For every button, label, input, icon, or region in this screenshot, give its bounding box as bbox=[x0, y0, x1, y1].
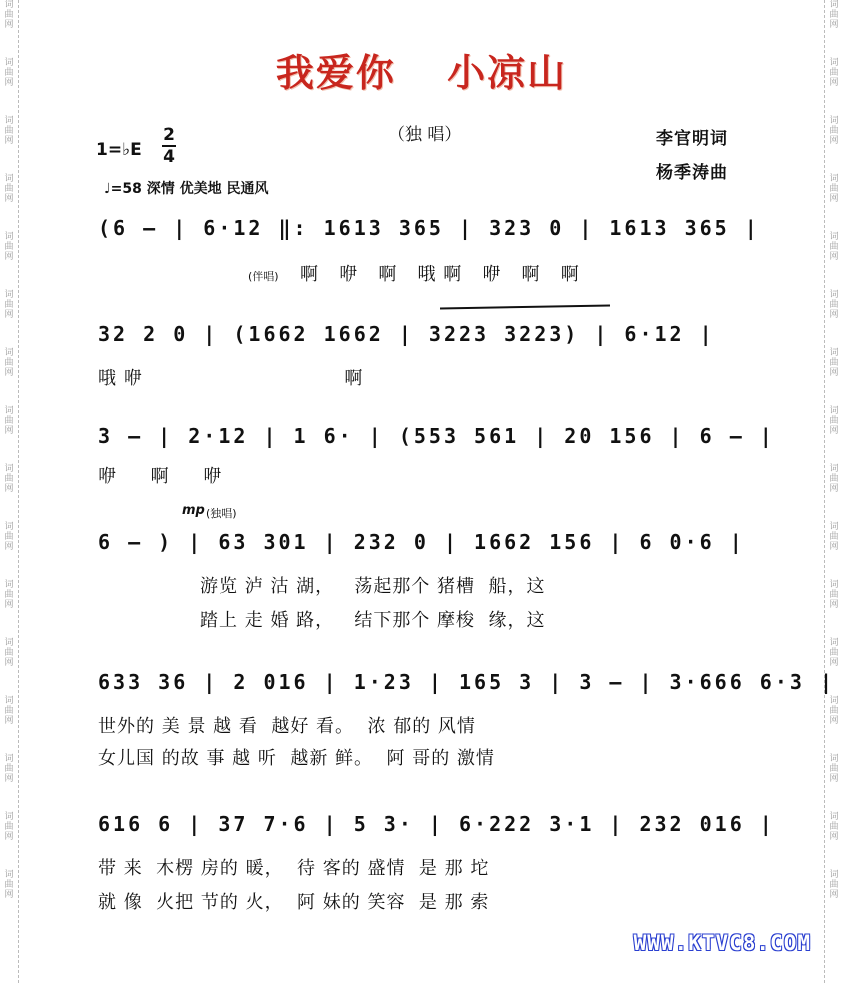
composer-credit: 杨季涛曲 bbox=[656, 163, 728, 183]
score-row-5-lyric-verse-2: 女儿国 的故 事 越 听 越新 鲜。 阿 哥的 激情 bbox=[98, 748, 495, 769]
watermark-text: 词 曲 网 bbox=[4, 754, 14, 784]
score-row-1-notes: (6 — | 6·12 ‖: 1613 365 | 323 0 | 1613 365 | bbox=[98, 216, 760, 240]
performance-mark: （独 唱） bbox=[388, 125, 462, 145]
watermark-text: 词 曲 网 bbox=[829, 406, 839, 436]
score-row-1-lyric: 啊 咿 啊 哦 啊 咿 啊 啊 bbox=[300, 264, 580, 285]
time-signature-bottom: 4 bbox=[163, 147, 175, 167]
watermark-text: 词 曲 网 bbox=[829, 116, 839, 146]
score-row-3-notes: 3 — | 2·12 | 1 6· | (553 561 | 20 156 | 6 — | bbox=[98, 424, 775, 448]
score-row-2-notes: 32 2 0 | (1662 1662 | 3223 3223) | 6·12 | bbox=[98, 322, 715, 346]
watermark-text: 词 曲 网 bbox=[4, 290, 14, 320]
chorus-annotation: (伴唱) bbox=[248, 270, 279, 283]
watermark-text: 词 曲 网 bbox=[829, 290, 839, 320]
watermark-text: 词 曲 网 bbox=[4, 812, 14, 842]
watermark-text: 词 曲 网 bbox=[829, 870, 839, 900]
watermark-text: 词 曲 网 bbox=[829, 0, 839, 30]
score-row-4-notes: 6 — ) | 63 301 | 232 0 | 1662 156 | 6 0·6 | bbox=[98, 530, 745, 554]
score-row-4-lyric-verse-1: 游览 泸 沽 湖， 荡起那个 猪槽 船，这 bbox=[200, 576, 546, 597]
score-row-4-lyric-verse-2: 踏上 走 婚 路， 结下那个 摩梭 缘，这 bbox=[200, 610, 546, 631]
watermark-text: 词 曲 网 bbox=[829, 754, 839, 784]
watermark-text: 词 曲 网 bbox=[4, 0, 14, 30]
watermark-text: 词 曲 网 bbox=[829, 232, 839, 262]
time-signature bbox=[162, 126, 176, 166]
decrescendo-line bbox=[440, 305, 610, 310]
site-watermark: WWW.KTVC8.COM bbox=[633, 931, 811, 955]
watermark-text: 词 曲 网 bbox=[829, 348, 839, 378]
score-row-2-lyric: 哦 咿 啊 bbox=[98, 368, 364, 389]
title-part-1: 我爱你 bbox=[275, 50, 396, 95]
left-watermark-strip bbox=[0, 0, 19, 983]
watermark-text: 词 曲 网 bbox=[829, 580, 839, 610]
watermark-text: 词 曲 网 bbox=[4, 116, 14, 146]
right-watermark-strip bbox=[824, 0, 843, 983]
solo-annotation: (独唱) bbox=[206, 507, 237, 520]
score-row-6-lyric-verse-2: 就 像 火把 节的 火， 阿 妹的 笑容 是 那 索 bbox=[98, 892, 490, 913]
watermark-text: 词 曲 网 bbox=[4, 522, 14, 552]
watermark-text: 词 曲 网 bbox=[829, 812, 839, 842]
watermark-text: 词 曲 网 bbox=[4, 232, 14, 262]
watermark-text: 词 曲 网 bbox=[4, 406, 14, 436]
key-signature: 1=♭E bbox=[96, 140, 142, 160]
watermark-text: 词 曲 网 bbox=[4, 58, 14, 88]
watermark-text: 词 曲 网 bbox=[829, 174, 839, 204]
score-row-6-lyric-verse-1: 带 来 木楞 房的 暖， 待 客的 盛情 是 那 坨 bbox=[98, 858, 490, 879]
score-row-3-lyric: 咿 啊 咿 bbox=[98, 466, 223, 487]
watermark-text: 词 曲 网 bbox=[829, 638, 839, 668]
title-part-2: 小凉山 bbox=[447, 50, 568, 95]
lyricist-credit: 李官明词 bbox=[656, 129, 728, 149]
watermark-text: 词 曲 网 bbox=[829, 58, 839, 88]
song-title bbox=[0, 42, 843, 97]
watermark-text: 词 曲 网 bbox=[4, 174, 14, 204]
watermark-text: 词 曲 网 bbox=[4, 580, 14, 610]
watermark-text: 词 曲 网 bbox=[4, 464, 14, 494]
watermark-text: 词 曲 网 bbox=[829, 464, 839, 494]
dynamic-marking: mp bbox=[182, 503, 205, 518]
watermark-text: 词 曲 网 bbox=[4, 348, 14, 378]
score-row-5-lyric-verse-1: 世外的 美 景 越 看 越好 看。 浓 郁的 风情 bbox=[98, 716, 476, 737]
score-row-5-notes: 633 36 | 2 016 | 1·23 | 165 3 | 3 — | 3·666 6·3 | bbox=[98, 670, 836, 694]
time-signature-top: 2 bbox=[163, 125, 175, 145]
watermark-text: 词 曲 网 bbox=[4, 696, 14, 726]
watermark-text: 词 曲 网 bbox=[829, 696, 839, 726]
watermark-text: 词 曲 网 bbox=[829, 522, 839, 552]
tempo-marking: ♩=58 深情 优美地 民通风 bbox=[104, 181, 269, 197]
watermark-text: 词 曲 网 bbox=[4, 638, 14, 668]
score-row-6-notes: 616 6 | 37 7·6 | 5 3· | 6·222 3·1 | 232 016 | bbox=[98, 812, 775, 836]
watermark-text: 词 曲 网 bbox=[4, 870, 14, 900]
